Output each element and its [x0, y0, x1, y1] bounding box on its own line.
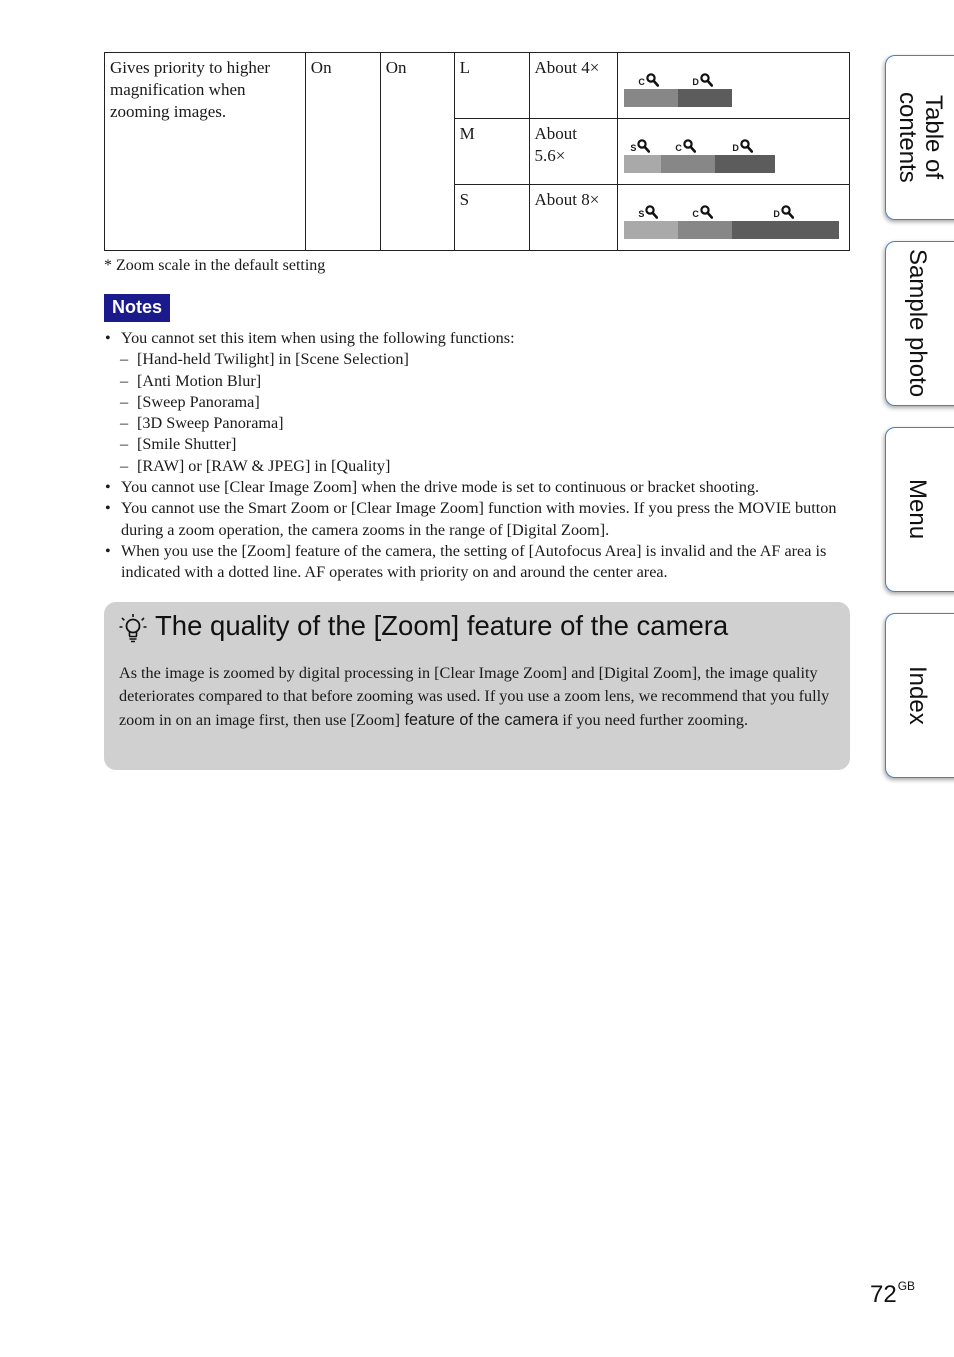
- magnifier-icon: [700, 205, 713, 219]
- tab-label: Menu: [904, 479, 931, 540]
- image-size-cell: M: [454, 119, 529, 185]
- magnifier-icon: [637, 139, 650, 153]
- magnifier-icon: [781, 205, 794, 219]
- hint-title: The quality of the [Zoom] feature of the camera: [155, 610, 729, 641]
- digital-zoom-marker: D: [732, 135, 753, 153]
- list-item: • You cannot use [Clear Image Zoom] when the drive mode is set to continuous or bracket shooting.: [104, 477, 850, 498]
- smart-zoom-marker: S: [630, 135, 650, 153]
- digital-zoom-segment: [715, 155, 775, 173]
- list-item: – [Sweep Panorama]: [104, 392, 850, 413]
- list-item: – [Anti Motion Blur]: [104, 371, 850, 392]
- hint-body: As the image is zoomed by digital processing in [Clear Image Zoom] and [Digital Zoom], the image quality deteriorates compared to that before zooming was used. If you use a zoom lens, we recommend that you fully zoom in on an image first, then use [Zoom] feature of the camera if you need further zooming.: [119, 664, 830, 729]
- tab-index[interactable]: [885, 613, 954, 778]
- tab-label: Index: [904, 666, 931, 725]
- zoom-scale-cell: About 8×: [529, 185, 618, 251]
- setting-cell: On: [380, 53, 454, 251]
- clear-zoom-segment: [624, 89, 678, 107]
- tab-sample-photo[interactable]: [885, 241, 954, 406]
- zoom-bar-cell: [618, 119, 850, 185]
- digital-zoom-segment: [732, 221, 839, 239]
- clear-zoom-marker: C: [692, 201, 713, 219]
- zoom-scale-cell: About 5.6×: [529, 119, 618, 185]
- zoom-bar: [618, 53, 849, 118]
- zoom-scale-cell: About 4×: [529, 53, 618, 119]
- zoom-bar-cell: [618, 53, 850, 119]
- digital-zoom-marker: D: [773, 201, 794, 219]
- notes-list: [104, 328, 850, 584]
- page-region-code: GB: [897, 1279, 916, 1293]
- list-item: – [Smile Shutter]: [104, 434, 850, 455]
- lightbulb-icon: [118, 612, 148, 644]
- clear-zoom-marker: C: [638, 69, 659, 87]
- tab-label: Table of contents: [894, 92, 947, 183]
- tab-label: Sample photo: [904, 249, 931, 398]
- magnifier-icon: [700, 73, 713, 87]
- zoom-bar-cell: [618, 185, 850, 251]
- image-size-cell: L: [454, 53, 529, 119]
- clear-zoom-segment: [661, 155, 715, 173]
- list-item: – [Hand-held Twilight] in [Scene Selection]: [104, 349, 850, 370]
- description-cell: Gives priority to higher magnification when zooming images.: [105, 53, 306, 251]
- tab-menu[interactable]: [885, 427, 954, 592]
- list-item: – [3D Sweep Panorama]: [104, 413, 850, 434]
- zoom-table: [104, 52, 850, 251]
- magnifier-icon: [645, 205, 658, 219]
- smart-zoom-segment: [624, 221, 678, 239]
- smart-zoom-segment: [624, 155, 661, 173]
- smart-zoom-marker: S: [638, 201, 658, 219]
- footnote: * Zoom scale in the default setting: [104, 257, 326, 274]
- clear-zoom-marker: C: [675, 135, 696, 153]
- list-item: • You cannot use the Smart Zoom or [Clear Image Zoom] function with movies. If you press the MOVIE button during a zoom operation, the camera zooms in the range of [Digital Zoom].: [104, 498, 850, 541]
- list-item: – [RAW] or [RAW & JPEG] in [Quality]: [104, 456, 850, 477]
- hint-box: [104, 602, 850, 770]
- tab-table-of-contents[interactable]: [885, 55, 954, 220]
- digital-zoom-segment: [678, 89, 732, 107]
- zoom-bar: [618, 119, 849, 184]
- list-item: • When you use the [Zoom] feature of the camera, the setting of [Autofocus Area] is invalid and the AF area is indicated with a dotted line. AF operates with priority on and around the center area.: [104, 541, 850, 584]
- magnifier-icon: [646, 73, 659, 87]
- notes-badge: Notes: [104, 294, 170, 322]
- digital-zoom-marker: D: [692, 69, 713, 87]
- list-item: • You cannot set this item when using the following functions:: [104, 328, 850, 349]
- magnifier-icon: [683, 139, 696, 153]
- magnifier-icon: [740, 139, 753, 153]
- setting-cell: On: [305, 53, 380, 251]
- image-size-cell: S: [454, 185, 529, 251]
- zoom-bar: [618, 185, 849, 250]
- table-row: [105, 53, 850, 119]
- page-number: $72^{GB}$: [870, 1279, 916, 1308]
- clear-zoom-segment: [678, 221, 732, 239]
